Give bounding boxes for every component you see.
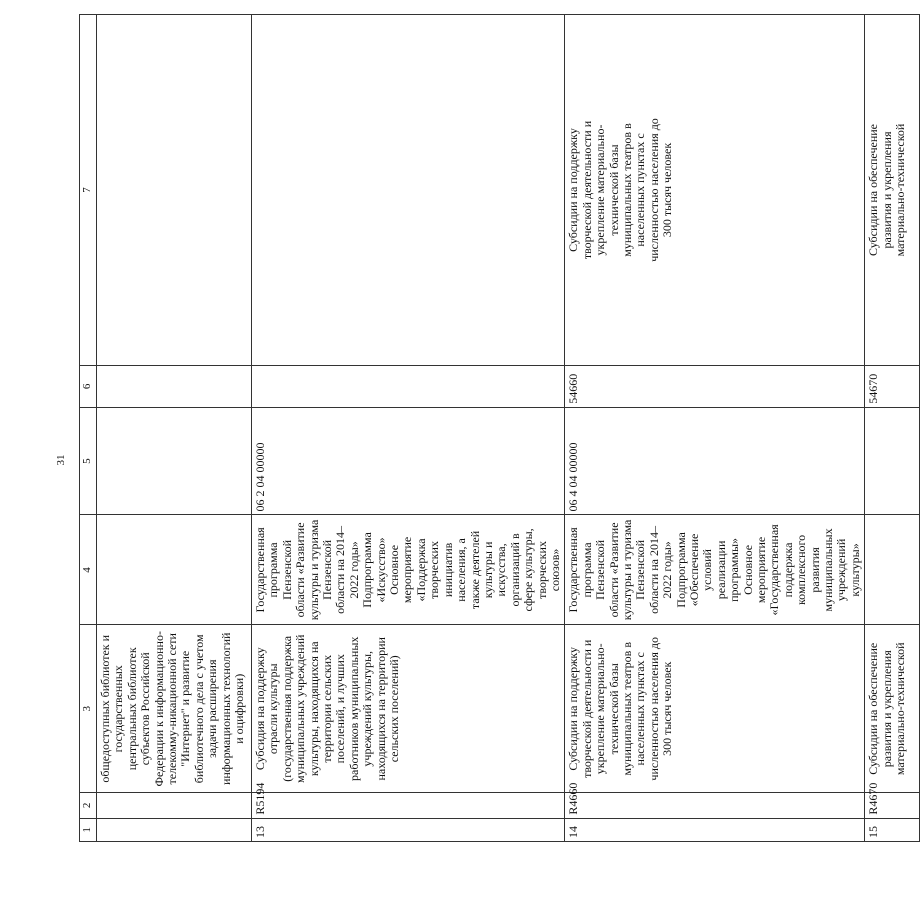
text-line: технической базы <box>606 144 621 236</box>
row-description <box>97 15 252 366</box>
text-line: «Государственная поддержка <box>767 524 795 616</box>
text-line: комплексного развития <box>794 534 822 606</box>
text-line: Основное мероприятие «Поддержка <box>387 536 428 604</box>
text-line: субъектов Российской <box>138 652 153 766</box>
row-program-code <box>865 407 920 515</box>
page-number: 31 <box>55 454 67 466</box>
text-line: населенных пунктах с <box>633 652 648 766</box>
text-line: телекомму-никационной сети <box>165 633 180 785</box>
row-program <box>252 515 565 625</box>
text-line: организаций в сфере культуры, <box>507 528 536 612</box>
text-line: муниципальных театров в <box>619 642 634 776</box>
text-line: также деятелей культуры и искусства, <box>467 530 509 610</box>
text-line: творческой деятельности и <box>579 120 594 260</box>
row-name <box>865 625 920 793</box>
text-line: численностью населения до <box>646 118 661 262</box>
row-code: R5194 <box>252 793 565 818</box>
row-name <box>252 625 565 793</box>
text-line: общедоступных библиотек и <box>98 634 112 783</box>
text-line: 300 тысяч человек <box>660 661 675 756</box>
row-number <box>97 818 252 841</box>
text-line: работников муниципальных <box>346 636 361 781</box>
text-line: (государственная поддержка <box>279 635 294 782</box>
text-line: населенных пунктах с <box>633 133 648 247</box>
row-program-code: 06 4 04 00000 <box>565 407 865 515</box>
text-line: сельских поселений) <box>387 655 402 763</box>
row-description <box>252 15 565 366</box>
row-subcode <box>252 365 565 407</box>
text-line: Субсидии на обеспечение <box>866 642 881 775</box>
header-cell-6: 6 <box>80 365 97 407</box>
text-line: области на 2014–2022 годы» <box>333 526 361 614</box>
text-line: творческих инициатив населения, а <box>427 538 469 602</box>
header-row <box>80 15 97 842</box>
header-cell-5: 5 <box>80 407 97 515</box>
text-line: Субсидии на обеспечение <box>866 124 881 256</box>
text-line: 300 тысяч человек <box>660 142 675 238</box>
row-subcode: 54660 <box>565 365 865 407</box>
table-row <box>565 15 865 842</box>
text-line: Государственная программа <box>253 527 281 613</box>
text-line: муниципальных театров в <box>619 123 634 257</box>
text-line: информационных технологий <box>218 632 233 786</box>
header-cell-4: 4 <box>80 515 97 625</box>
text-line: муниципальных учреждений <box>293 634 308 783</box>
row-code <box>97 793 252 818</box>
budget-table <box>79 14 920 842</box>
text-line: культуры и туризма Пензенской <box>619 519 648 621</box>
text-line: и оцифровки) <box>232 673 247 744</box>
row-program-code <box>97 407 252 515</box>
table-row <box>865 15 920 842</box>
text-line: задачи расширения <box>205 659 220 759</box>
text-line: находящихся на территории <box>373 637 388 781</box>
text-line: развития и укрепления <box>879 131 894 249</box>
text-line: Основное мероприятие <box>740 536 769 604</box>
text-line: материально-технической <box>893 123 908 257</box>
row-program-code: 06 2 04 00000 <box>252 407 565 515</box>
text-line: библиотечного дела с учетом <box>191 634 206 784</box>
text-line: Пензенской области «Развитие <box>593 522 621 618</box>
text-line: области на 2014–2022 годы» <box>646 526 675 614</box>
text-line: Субсидии на поддержку <box>566 646 581 771</box>
text-line: Пензенской области «Развитие <box>279 522 308 618</box>
header-cell-3: 3 <box>80 625 97 793</box>
row-code: R4660 <box>565 793 865 818</box>
text-line: Федерации к информационно- <box>151 631 166 787</box>
text-line: развития и укрепления <box>879 650 894 768</box>
row-subcode: 54670 <box>865 365 920 407</box>
header-cell-7: 7 <box>80 15 97 366</box>
text-line: территории сельских <box>320 654 335 763</box>
text-line: творческих союзов» <box>534 541 562 599</box>
text-line: "Интернет" и развитие <box>178 650 193 767</box>
row-number: 13 <box>252 818 565 841</box>
row-number: 15 <box>865 818 920 841</box>
table-row <box>252 15 565 842</box>
row-code: R4670 <box>865 793 920 818</box>
row-program <box>865 515 920 625</box>
text-line: Подпрограмма «Искусство» <box>360 532 388 608</box>
text-line: культуры, находящихся на <box>306 641 321 777</box>
text-line: Субсидия на поддержку <box>253 647 267 771</box>
header-cell-2: 2 <box>80 793 97 818</box>
text-line: Подпрограмма «Обеспечение условий <box>673 532 715 608</box>
row-number: 14 <box>565 818 865 841</box>
row-program <box>97 515 252 625</box>
text-line: реализации программы» <box>713 537 742 602</box>
row-subcode <box>97 365 252 407</box>
table-row <box>97 15 252 842</box>
text-line: отрасли культуры <box>266 663 281 755</box>
text-line: культуры и туризма Пензенской <box>306 519 335 621</box>
row-program <box>565 515 865 625</box>
header-cell-1: 1 <box>80 818 97 841</box>
text-line: государственных <box>111 665 126 753</box>
text-line: численностью населения до <box>646 636 661 781</box>
text-line: укрепление материально- <box>593 643 608 775</box>
text-line: творческой деятельности и <box>579 639 594 778</box>
text-line: культуры» <box>847 543 862 597</box>
row-name <box>97 625 252 793</box>
text-line: муниципальных учреждений <box>821 528 849 612</box>
text-line: центральных библиотек <box>124 647 139 771</box>
row-description <box>565 15 865 366</box>
text-line: Государственная программа <box>566 527 594 613</box>
text-line: технической базы <box>606 663 621 755</box>
text-line: Субсидии на поддержку <box>566 128 581 252</box>
text-line: поселений, и лучших <box>333 654 348 764</box>
row-description <box>865 15 920 366</box>
text-line: учреждений культуры, <box>360 650 375 767</box>
text-line: укрепление материально- <box>593 124 608 256</box>
row-name <box>565 625 865 793</box>
text-line: материально-технической <box>893 642 908 776</box>
